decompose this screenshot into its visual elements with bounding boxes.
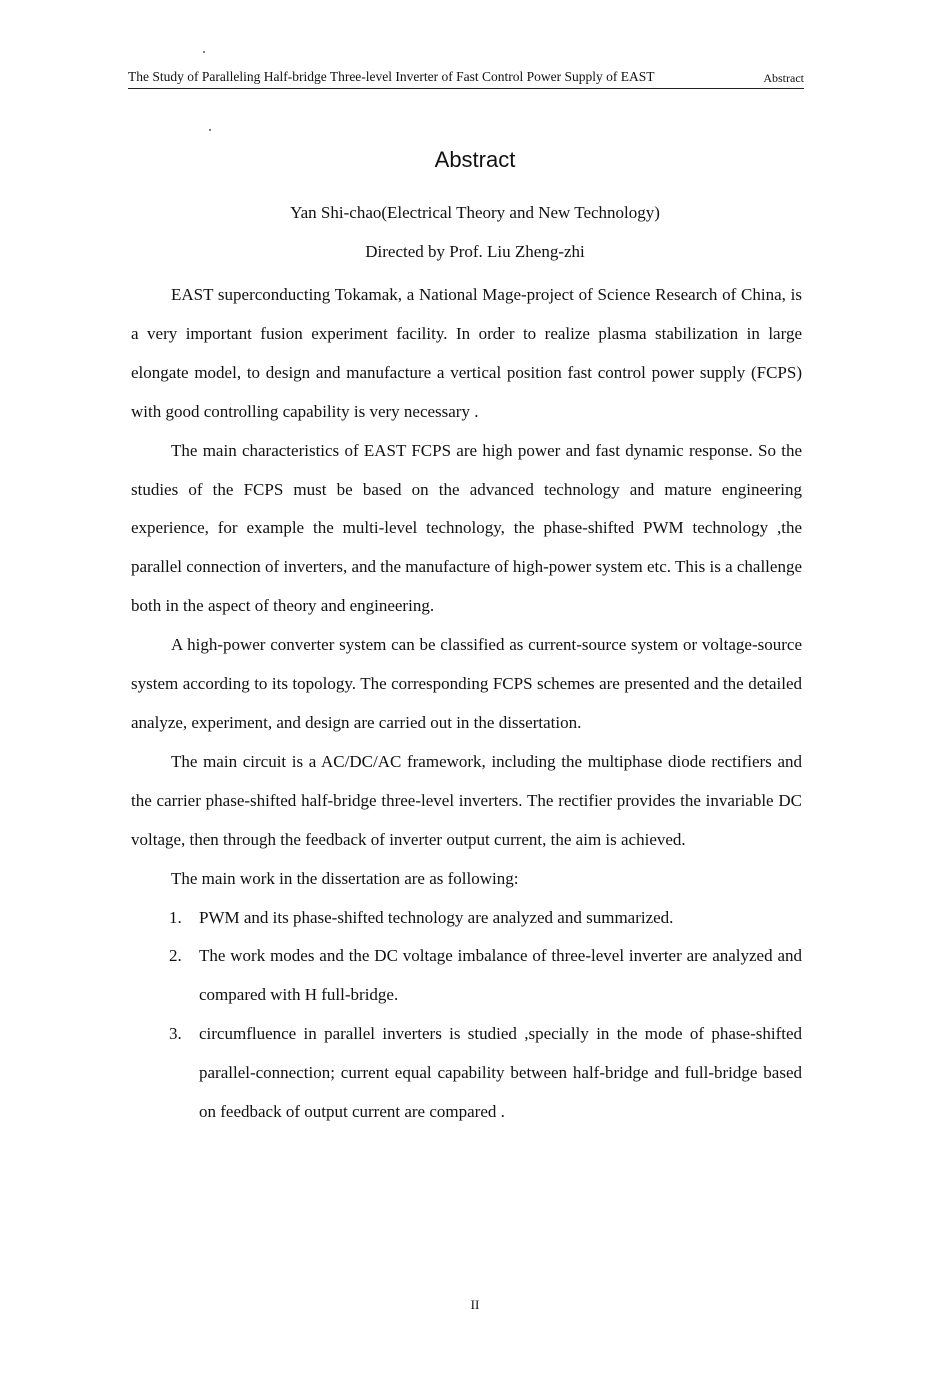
work-item-text: PWM and its phase-shifted technology are analyzed and summarized. [199, 907, 674, 927]
work-list-item [131, 1015, 802, 1132]
work-item-number: 1. [169, 907, 182, 927]
abstract-paragraph: EAST superconducting Tokamak, a National Mage-project of Science Research of China, is a very important fusion experiment facility. In order to realize plasma stabilization in large elongate model, to design and manufacture a vertical position fast control power supply (FCPS) with good controlling capability is very necessary . [131, 285, 802, 421]
work-item-number: 3. [169, 1024, 182, 1044]
abstract-paragraph: The main characteristics of EAST FCPS are high power and fast dynamic response. So the studies of the FCPS must be based on the advanced technology and mature engineering experience, for example the multi-level technology, the phase-shifted PWM technology ,the parallel connection of inverters, and the manufacture of high-power system etc. This is a challenge both in the aspect of theory and engineering. [131, 440, 802, 616]
work-item-number: 2. [169, 946, 182, 966]
abstract-paragraph: A high-power converter system can be classified as current-source system or voltage-source system according to its topology. The corresponding FCPS schemes are presented and the detailed analyze, experiment, and design are carried out in the dissertation. [131, 635, 802, 732]
abstract-body [131, 276, 802, 1132]
running-header-section: Abstract [763, 71, 804, 85]
author-line: Yan Shi-chao(Electrical Theory and New Technology) [290, 203, 660, 222]
scan-speck [203, 51, 205, 53]
abstract-heading: Abstract [434, 147, 516, 172]
work-list [131, 899, 802, 1132]
work-item-text: circumfluence in parallel inverters is studied ,specially in the mode of phase-shifted parallel-connection; current equal capability between half-bridge and full-bridge based on feedback of output current are compared . [199, 1024, 802, 1122]
work-list-item [131, 899, 802, 938]
advisor-line: Directed by Prof. Liu Zheng-zhi [365, 242, 585, 261]
work-item-text: The work modes and the DC voltage imbalance of three-level inverter are analyzed and compared with H full-bridge. [199, 946, 802, 1005]
abstract-paragraph: The main circuit is a AC/DC/AC framework, including the multiphase diode rectifiers and the carrier phase-shifted half-bridge three-level inverters. The rectifier provides the invariable DC voltage, then through the feedback of inverter output current, the aim is achieved. [131, 751, 802, 849]
work-intro: The main work in the dissertation are as following: [171, 868, 519, 888]
scan-speck [209, 129, 211, 131]
work-list-item [131, 937, 802, 1015]
running-header [128, 66, 804, 89]
page-number: II [470, 1297, 480, 1312]
running-header-title: The Study of Paralleling Half-bridge Three-level Inverter of Fast Control Power Supply of EAST [128, 69, 655, 84]
